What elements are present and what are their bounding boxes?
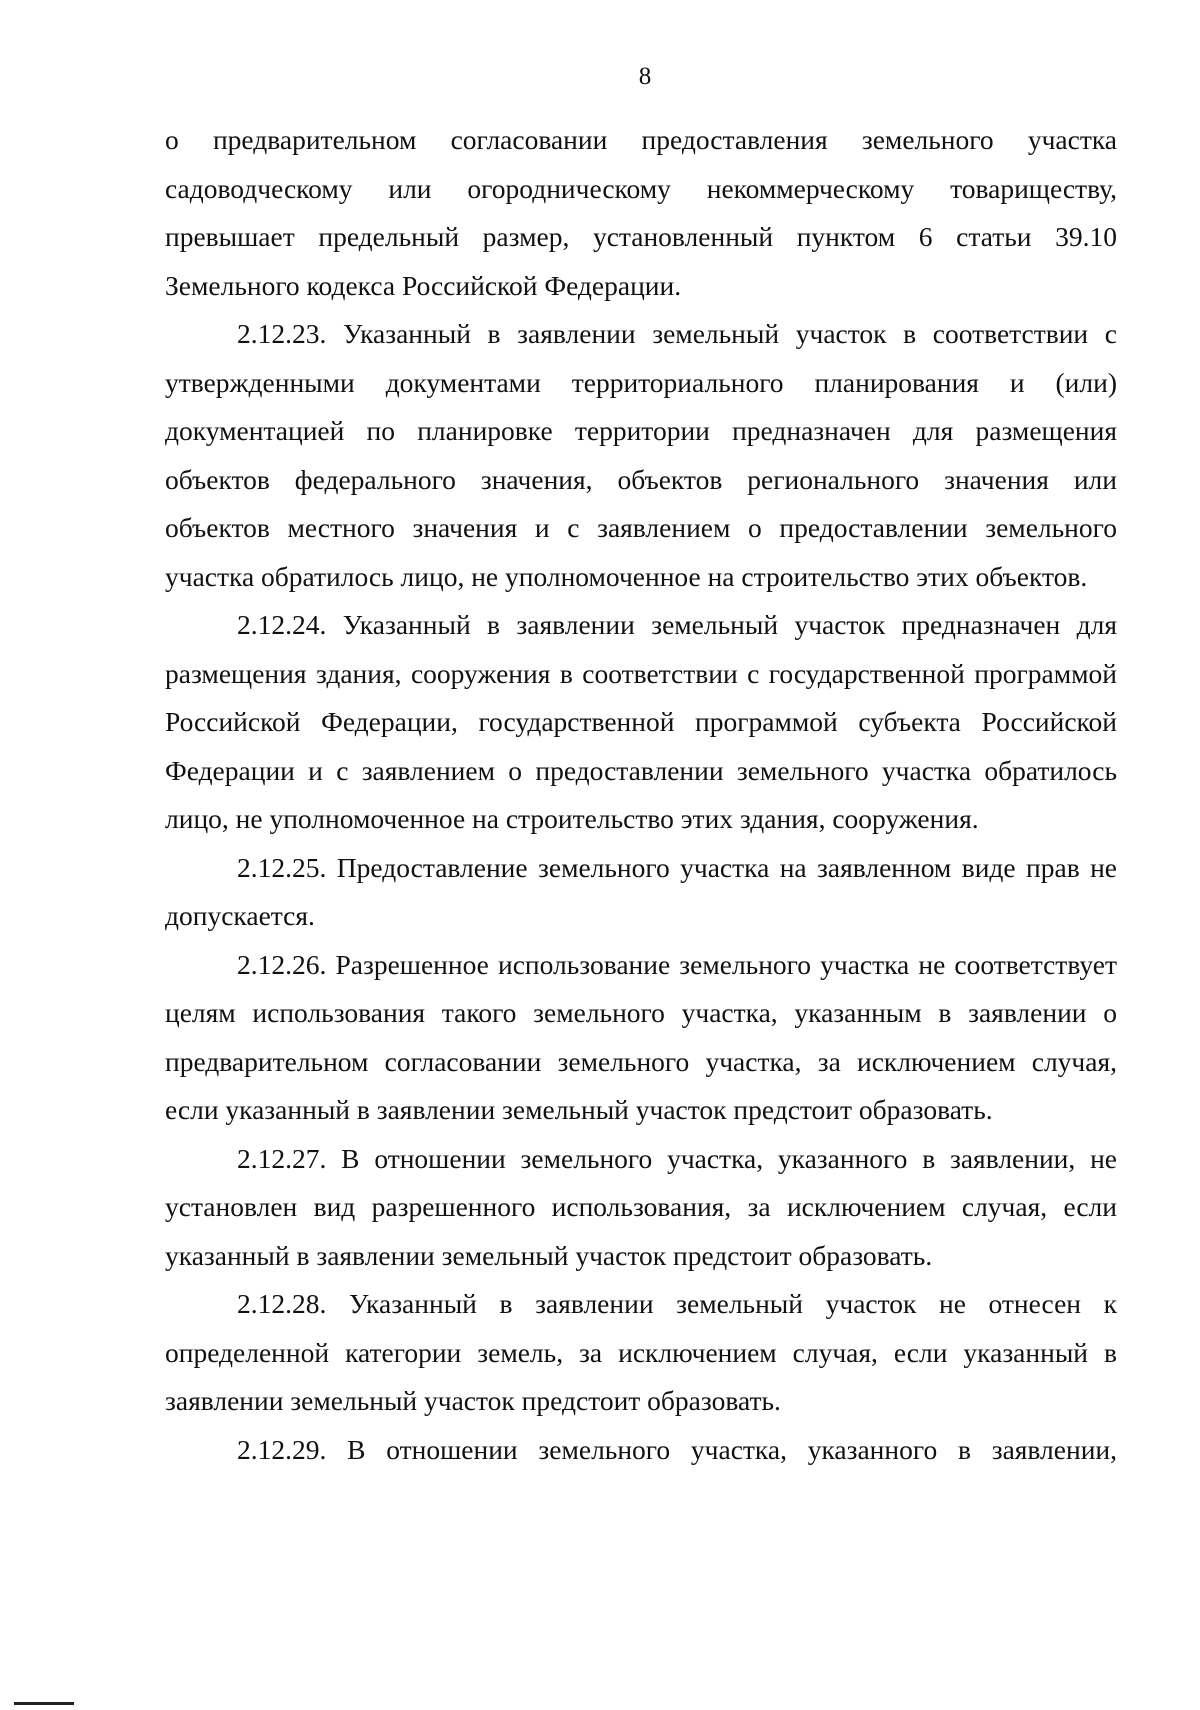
- paragraph-2-12-26: 2.12.26. Разрешенное использование земельного участка не соответствует целям использования такого земельного участка, указанным в заявлении о предварительном согласовании земельного участка, за исключением случая, если указанный в заявлении земельный участок предстоит образовать.: [165, 948, 1117, 1125]
- page-number: 8: [638, 63, 652, 90]
- document-body: [165, 116, 1117, 1474]
- paragraph-2-12-23: 2.12.23. Указанный в заявлении земельный участок в соответствии с утвержденными документами территориального планирования и (или) документацией по планировке территории предназначен для размещения объектов федерального значения, объектов регионального значения или объектов местного значения и с заявлением о предоставлении земельного участка обратилось лицо, не уполномоченное на строительство этих объектов.: [165, 318, 1117, 592]
- paragraph-2-12-24: 2.12.24. Указанный в заявлении земельный участок предназначен для размещения здания, сооружения в соответствии с государственной программой Российской Федерации, государственной программой субъекта Российской Федерации и с заявлением о предоставлении земельного участка обратилось лицо, не уполномоченное на строительство этих здания, сооружения.: [165, 609, 1117, 834]
- paragraph-2-12-25: 2.12.25. Предоставление земельного участка на заявленном виде прав не допускается.: [165, 851, 1117, 931]
- paragraph-2-12-28: 2.12.28. Указанный в заявлении земельный участок не отнесен к определенной категории земель, за исключением случая, если указанный в заявлении земельный участок предстоит образовать.: [165, 1288, 1117, 1416]
- paragraph-2-12-29: 2.12.29. В отношении земельного участка, указанного в заявлении,: [237, 1433, 1117, 1465]
- paragraph-2-12-27: 2.12.27. В отношении земельного участка, указанного в заявлении, не установлен вид разрешенного использования, за исключением случая, если указанный в заявлении земельный участок предстоит образовать.: [165, 1142, 1117, 1271]
- scan-edge-mark: [14, 1702, 74, 1705]
- paragraph-continuation: о предварительном согласовании предоставления земельного участка садоводческому или огородническому некоммерческому товариществу, превышает предельный размер, установленный пунктом 6 статьи 39.10 Земельного кодекса Российской Федерации.: [165, 124, 1117, 301]
